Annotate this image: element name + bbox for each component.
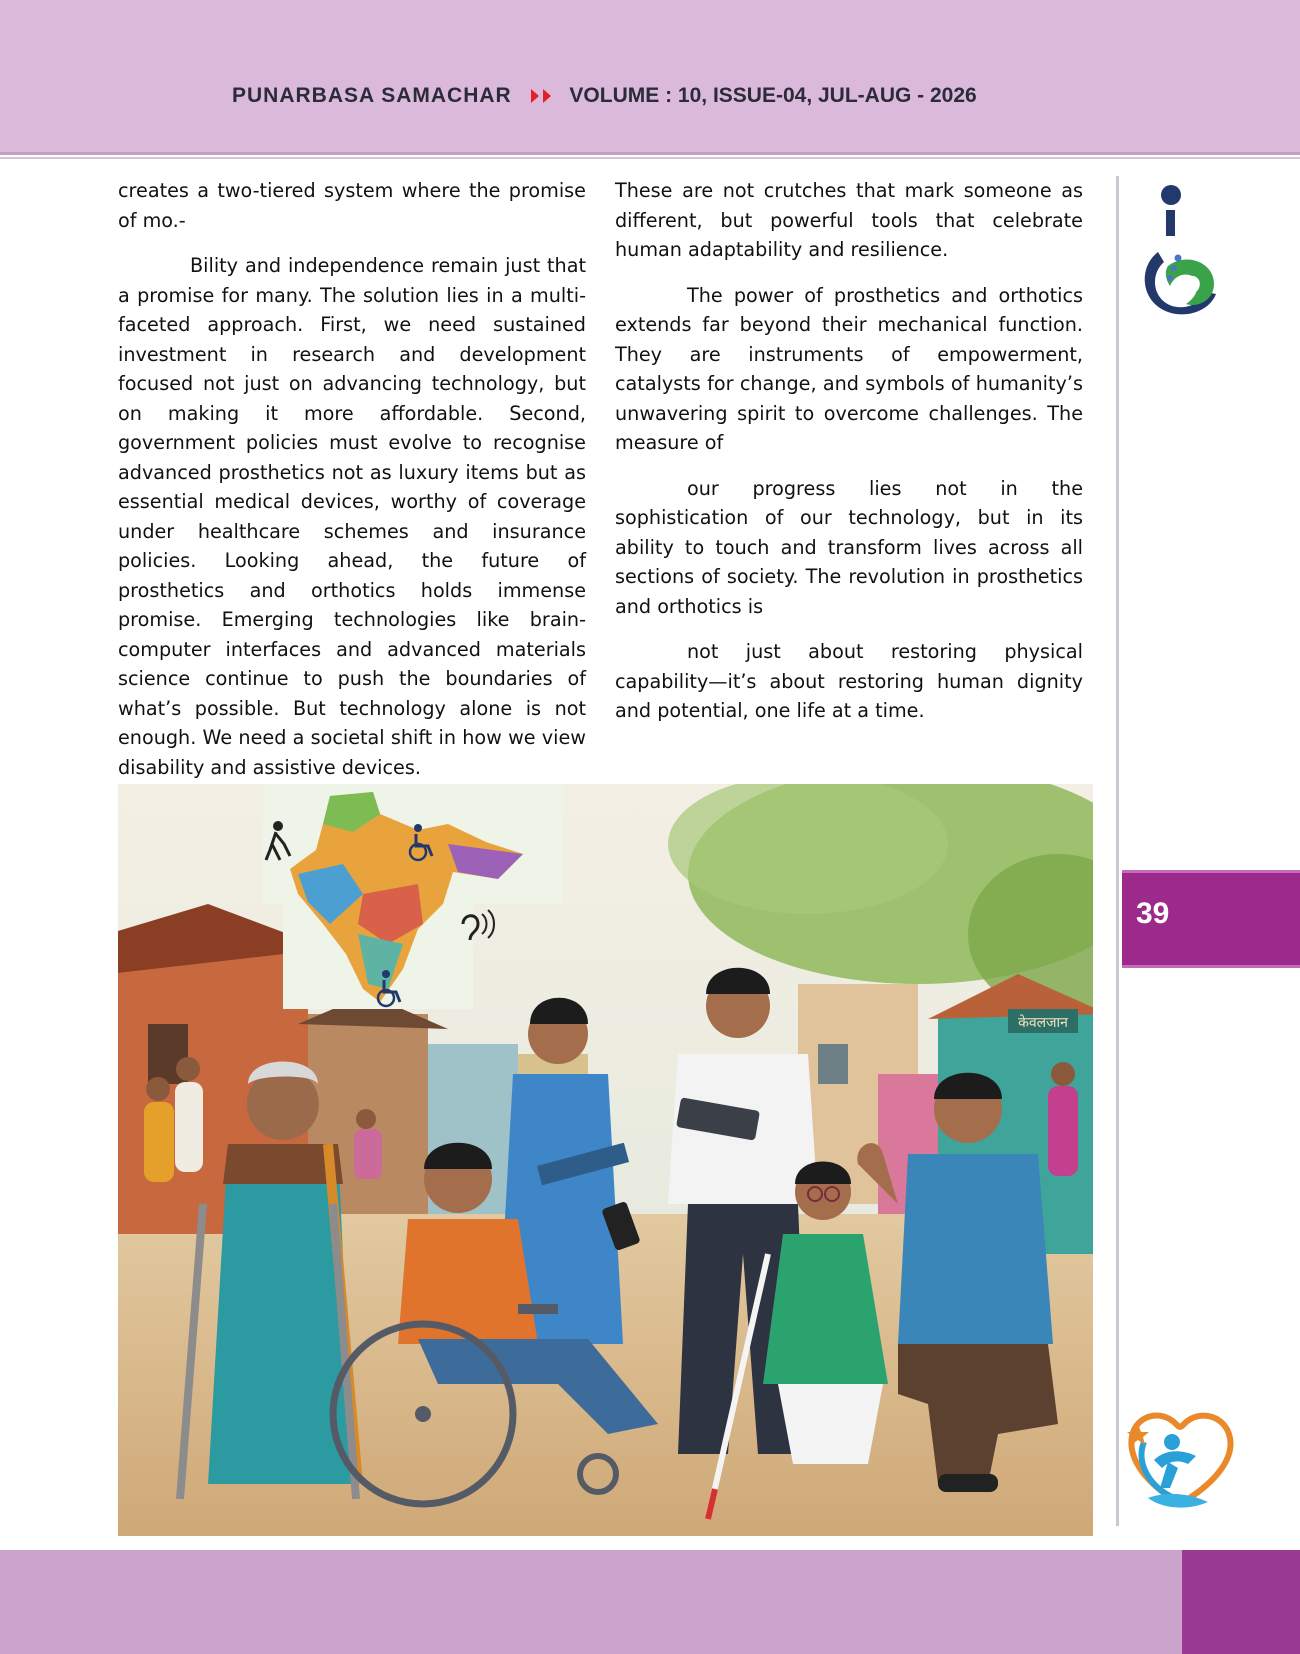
- footer-band: [0, 1550, 1182, 1654]
- wheelchair-logo-icon: [1128, 182, 1228, 330]
- page-number-tab: [1122, 870, 1300, 968]
- shop-sign: केवलजान: [1018, 1015, 1068, 1031]
- page-number: 39: [1136, 897, 1170, 930]
- footer-accent-block: [1182, 1550, 1300, 1654]
- paragraph: The power of prosthetics and orthotics extends far beyond their mechanical function. They are instruments of empowerment, catalysts for change, and symbols of humanity’s unwavering spirit to overcome challenges. The measure of: [615, 283, 1083, 454]
- page-header: [0, 0, 1300, 155]
- header-divider: [0, 157, 1300, 159]
- article-right-column: [615, 176, 1083, 827]
- community-illustration: [118, 784, 1093, 1536]
- article-left-column: [118, 176, 586, 798]
- publication-name: PUNARBASA SAMACHAR: [232, 84, 512, 107]
- header-title: [232, 84, 977, 108]
- paragraph: creates a two-tiered system where the promise of mo.-: [118, 179, 586, 232]
- paragraph: Bility and independence remain just that a promise for many. The solution lies in a multi-faceted approach. First, we need sustained investment in research and development focused not just on advancing technology, but on making it more affordable. Second, government policies must evolve to recognise advanced prosthetics not as luxury items but as essential medical devices, worthy of coverage under healthcare schemes and insurance policies. Looking ahead, the future of prosthetics and orthotics holds immense promise. Emerging technologies like brain-computer interfaces and advanced materials science continue to push the boundaries of what’s possible. But technology alone is not enough. We need a societal shift in how we view disability and assistive devices.: [118, 254, 586, 779]
- margin-divider: [1116, 176, 1119, 1526]
- double-arrow-icon: [527, 84, 551, 108]
- paragraph: our progress lies not in the sophistication of our technology, but in its ability to touch and transform lives across all sections of society. The revolution in prosthetics and orthotics is: [615, 476, 1083, 618]
- heart-people-logo-icon: [1124, 1402, 1236, 1520]
- paragraph: These are not crutches that mark someone as different, but powerful tools that celebrate human adaptability and resilience.: [615, 179, 1083, 261]
- paragraph: not just about restoring physical capability—it’s about restoring human dignity and potential, one life at a time.: [615, 640, 1083, 722]
- issue-info: VOLUME : 10, ISSUE-04, JUL-AUG - 2026: [569, 84, 977, 107]
